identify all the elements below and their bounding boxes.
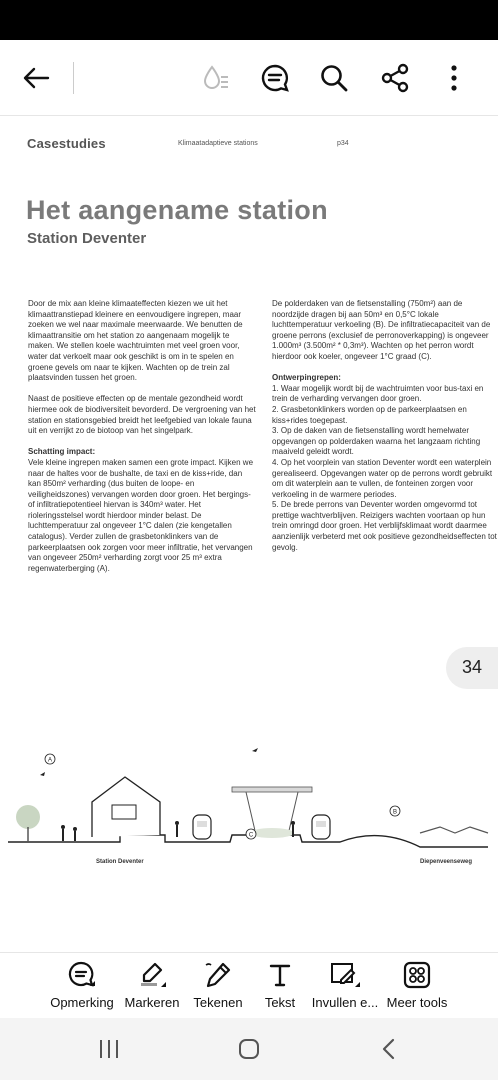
document-page[interactable] — [0, 117, 498, 952]
more-vertical-icon[interactable] — [434, 58, 474, 98]
paragraph: De polderdaken van de fietsenstalling (750m²) aan de noordzijde dragen bij aan 50m³ en 0,5°C lokale luchttemperatuur verkoeling (B). De infiltratiecapaciteit van de groene perrons (exclusief de perronoverkapping) is ongeveer 1.000m³ (3.500m² * 0,3m³). Wachten op het perron wordt hierdoor ook koeler, ongeveer 1°C graad (C). — [272, 299, 491, 361]
text-column-right — [272, 299, 497, 553]
tool-invullen[interactable]: Invullen e... — [310, 953, 380, 1019]
list-item: 3. Op de daken van de fietsenstalling wordt hemelwater opgevangen op polderdaken waarna het langzaam richting maaiveld geleidt wordt. — [272, 426, 481, 457]
tool-opmerking[interactable]: Opmerking — [46, 953, 118, 1019]
ingrepen-heading: Ontwerpingrepen: — [272, 373, 341, 383]
status-bar — [0, 0, 498, 40]
list-item: 4. Op het voorplein van station Deventer wordt een waterplein gerealiseerd. Opgevangen water op de perrons wordt gebruikt om dit waterplein aan te vullen, de fonteinen zorgen voor verkoeling in de warmere periodes. — [272, 457, 493, 499]
paragraph: Vele kleine ingrepen maken samen een grote impact. Kijken we naar de haltes voor de bushalte, de taxi en de kiss+ride, dan kan 850m² verharding (dus buiten de loope- en veiligheidszones) vervangen worden door groen. Het bergings- of infiltratiepotentieel hiervan is 340m³ water. Het rioleringsstelsel wordt hierdoor minder belast. De luchttemperatuur zal ongeveer 1°C dalen (zie kengetallen catalogus). Verder zullen de grasbetonklinkers van de parkeerplaatsen ook zorgen voor meer infiltratie, het vervangen van ongeveer 250m² verharding zorgt voor 25 m³ extra regenwaterberging (A). — [28, 457, 254, 573]
marker-a-label: A — [47, 757, 53, 764]
page-number-badge: 34 — [446, 647, 498, 689]
marker-b-label: B — [392, 809, 398, 816]
tool-tekst[interactable]: Tekst — [254, 953, 306, 1019]
page-subtitle: Station Deventer — [27, 230, 147, 247]
app-bar — [0, 40, 498, 116]
tool-meer-tools[interactable]: Meer tools — [382, 953, 452, 1019]
share-icon[interactable] — [375, 58, 415, 98]
text-icon — [260, 957, 300, 993]
paragraph: Naast de positieve effecten op de mentale gezondheid wordt hiermee ook de biodiversiteit bevorderd. De vergroening van het station en stationsgebied breidt het leefgebied van lokale fauna uit en verrijkt zo de biotoop van het singelpark. — [28, 394, 256, 436]
header-page-number: p34 — [337, 140, 349, 147]
list-item: 5. De brede perrons van Deventer worden omgevormd tot prettige wachtverblijven. Reizigers wachten voortaan op hun trein omringd door groen. Het verblijfsklimaat wordt daarmee aanzienlijk verbeterd met ook positieve gezondheidseffecten tot gevolg. — [272, 500, 497, 552]
text-column-left — [28, 299, 256, 585]
system-nav-bar — [0, 1018, 498, 1080]
pen-draw-icon — [198, 957, 238, 993]
divider — [73, 62, 74, 94]
arrow-left-icon[interactable] — [16, 58, 56, 98]
marker-c-label: C — [248, 832, 254, 839]
caption-right: Diepenveenseweg — [420, 859, 473, 865]
page-title: Het aangename station — [26, 195, 328, 225]
tool-markeren[interactable]: Markeren — [118, 953, 186, 1019]
paragraph: Door de mix aan kleine klimaateffecten kiezen we uit het klimaattranstiepad kleinere en eenvoudigere ingrepen, maar zoeken we wel naar maximale meerwaarde. We benutten de klimaattransitie om het station zo aangenaam mogelijk te maken. We stellen koele wachtruimten met veel groen voor, water dat verkoelt maar ook geschikt is om in te spelen en groene gevels om naar te kijken. Wachten op de trein zal plaatsvinden tussen het groen. — [28, 299, 243, 383]
caption-left: Station Deventer — [96, 859, 144, 865]
header-subtitle: Klimaatadaptieve stations — [178, 140, 258, 147]
bottom-toolbar — [0, 952, 498, 1018]
search-icon[interactable] — [314, 58, 354, 98]
comment-icon[interactable] — [255, 58, 295, 98]
back-nav-icon[interactable] — [368, 1034, 408, 1064]
comment-add-icon — [62, 957, 102, 993]
highlighter-icon — [132, 957, 172, 993]
station-section-illustration — [0, 747, 498, 877]
impact-heading: Schatting impact: — [28, 447, 96, 457]
home-icon[interactable] — [229, 1034, 269, 1064]
recents-icon[interactable] — [89, 1034, 129, 1064]
drop-list-icon[interactable] — [196, 58, 236, 98]
grid-tools-icon — [397, 957, 437, 993]
list-item: 2. Grasbetonklinkers worden op de parkeerplaatsen en kiss+rides toegepast. — [272, 404, 467, 425]
header-section: Casestudies — [27, 136, 106, 151]
list-item: 1. Waar mogelijk wordt bij de wachtruimten voor bus-taxi en trein de verharding vervangen door groen. — [272, 383, 484, 404]
tool-tekenen[interactable]: Tekenen — [188, 953, 248, 1019]
fill-sign-icon — [325, 957, 365, 993]
